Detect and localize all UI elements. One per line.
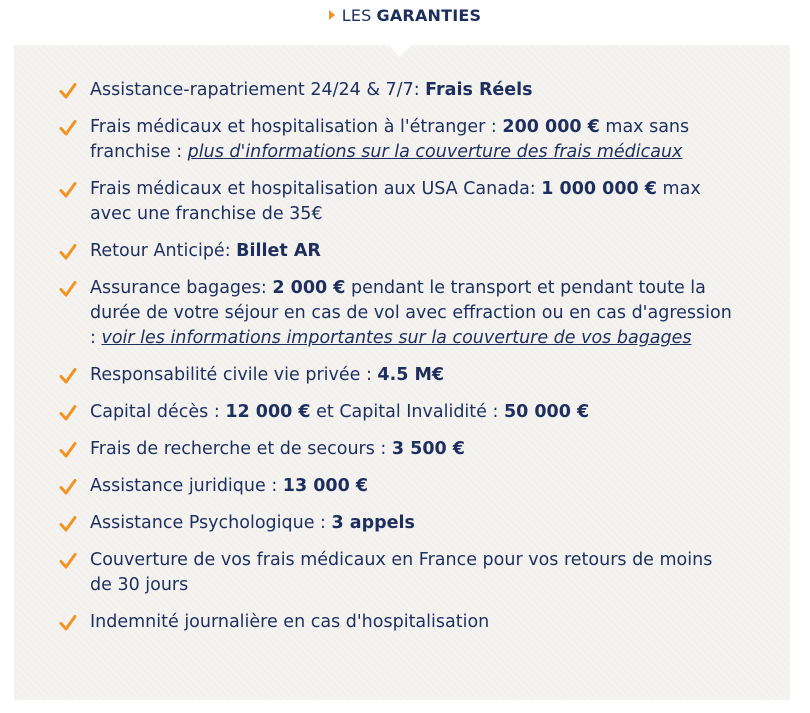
checkmark-icon [58, 242, 78, 262]
list-item [58, 437, 738, 462]
item-value: 12 000 € [225, 402, 311, 422]
item-text: Assistance Psychologique : [90, 513, 332, 533]
list-item [58, 177, 738, 227]
item-value: 4.5 M€ [377, 365, 445, 385]
list-item [58, 610, 738, 635]
checkmark-icon [58, 551, 78, 571]
list-item [58, 276, 738, 351]
checkmark-icon [58, 118, 78, 138]
list-item [58, 511, 738, 536]
checkmark-icon [58, 81, 78, 101]
item-text: Retour Anticipé: [90, 241, 237, 261]
item-text: Indemnité journalière en cas d'hospitalisation [90, 612, 490, 632]
item-text-after: max sans franchise : [90, 117, 690, 162]
item-text-after: pendant le transport et pendant toute la durée de votre séjour en cas de vol avec effraction ou en cas d'agression : [90, 278, 732, 348]
item-value: Billet AR [236, 241, 321, 261]
checkmark-icon [58, 440, 78, 460]
list-item [58, 400, 738, 425]
heading-prefix: LES [341, 5, 372, 25]
item-text: Assistance-rapatriement 24/24 & 7/7: [90, 80, 426, 100]
item-text: Frais médicaux et hospitalisation aux USA Canada: [90, 179, 542, 199]
item-text: Assurance bagages: [90, 278, 273, 298]
item-value: 2 000 € [272, 278, 346, 298]
item-text-after: max avec une franchise de 35€ [90, 179, 701, 224]
item-value: Frais Réels [425, 80, 533, 100]
item-value: 13 000 € [282, 476, 369, 496]
list-item [58, 363, 738, 388]
checkmark-icon [58, 613, 78, 633]
item-text-after: et Capital Invalidité : [310, 402, 504, 422]
section-heading [0, 5, 810, 25]
baggage-coverage-link[interactable]: voir les informations importantes sur la couverture de vos bagages [101, 328, 692, 348]
medical-coverage-link[interactable]: plus d'informations sur la couverture des frais médicaux [187, 142, 683, 162]
item-value: 3 appels [331, 513, 415, 533]
item-text: Frais de recherche et de secours : [90, 439, 392, 459]
item-text: Frais médicaux et hospitalisation à l'étranger : [90, 117, 503, 137]
guarantees-list [58, 78, 738, 647]
item-text: Capital décès : [90, 402, 226, 422]
caret-right-icon [329, 10, 335, 20]
checkmark-icon [58, 514, 78, 534]
heading-title: GARANTIES [376, 5, 482, 25]
checkmark-icon [58, 477, 78, 497]
checkmark-icon [58, 279, 78, 299]
checkmark-icon [58, 180, 78, 200]
item-value: 1 000 000 € [541, 179, 657, 199]
list-item [58, 548, 738, 598]
item-text: Assistance juridique : [90, 476, 283, 496]
item-value: 3 500 € [391, 439, 465, 459]
checkmark-icon [58, 366, 78, 386]
list-item [58, 78, 738, 103]
list-item [58, 115, 738, 165]
list-item [58, 474, 738, 499]
list-item [58, 239, 738, 264]
checkmark-icon [58, 403, 78, 423]
item-text: Couverture de vos frais médicaux en France pour vos retours de moins de 30 jours [90, 550, 713, 595]
item-text: Responsabilité civile vie privée : [90, 365, 378, 385]
item-value: 200 000 € [502, 117, 600, 137]
item-value-2: 50 000 € [503, 402, 590, 422]
panel-notch [389, 45, 411, 57]
